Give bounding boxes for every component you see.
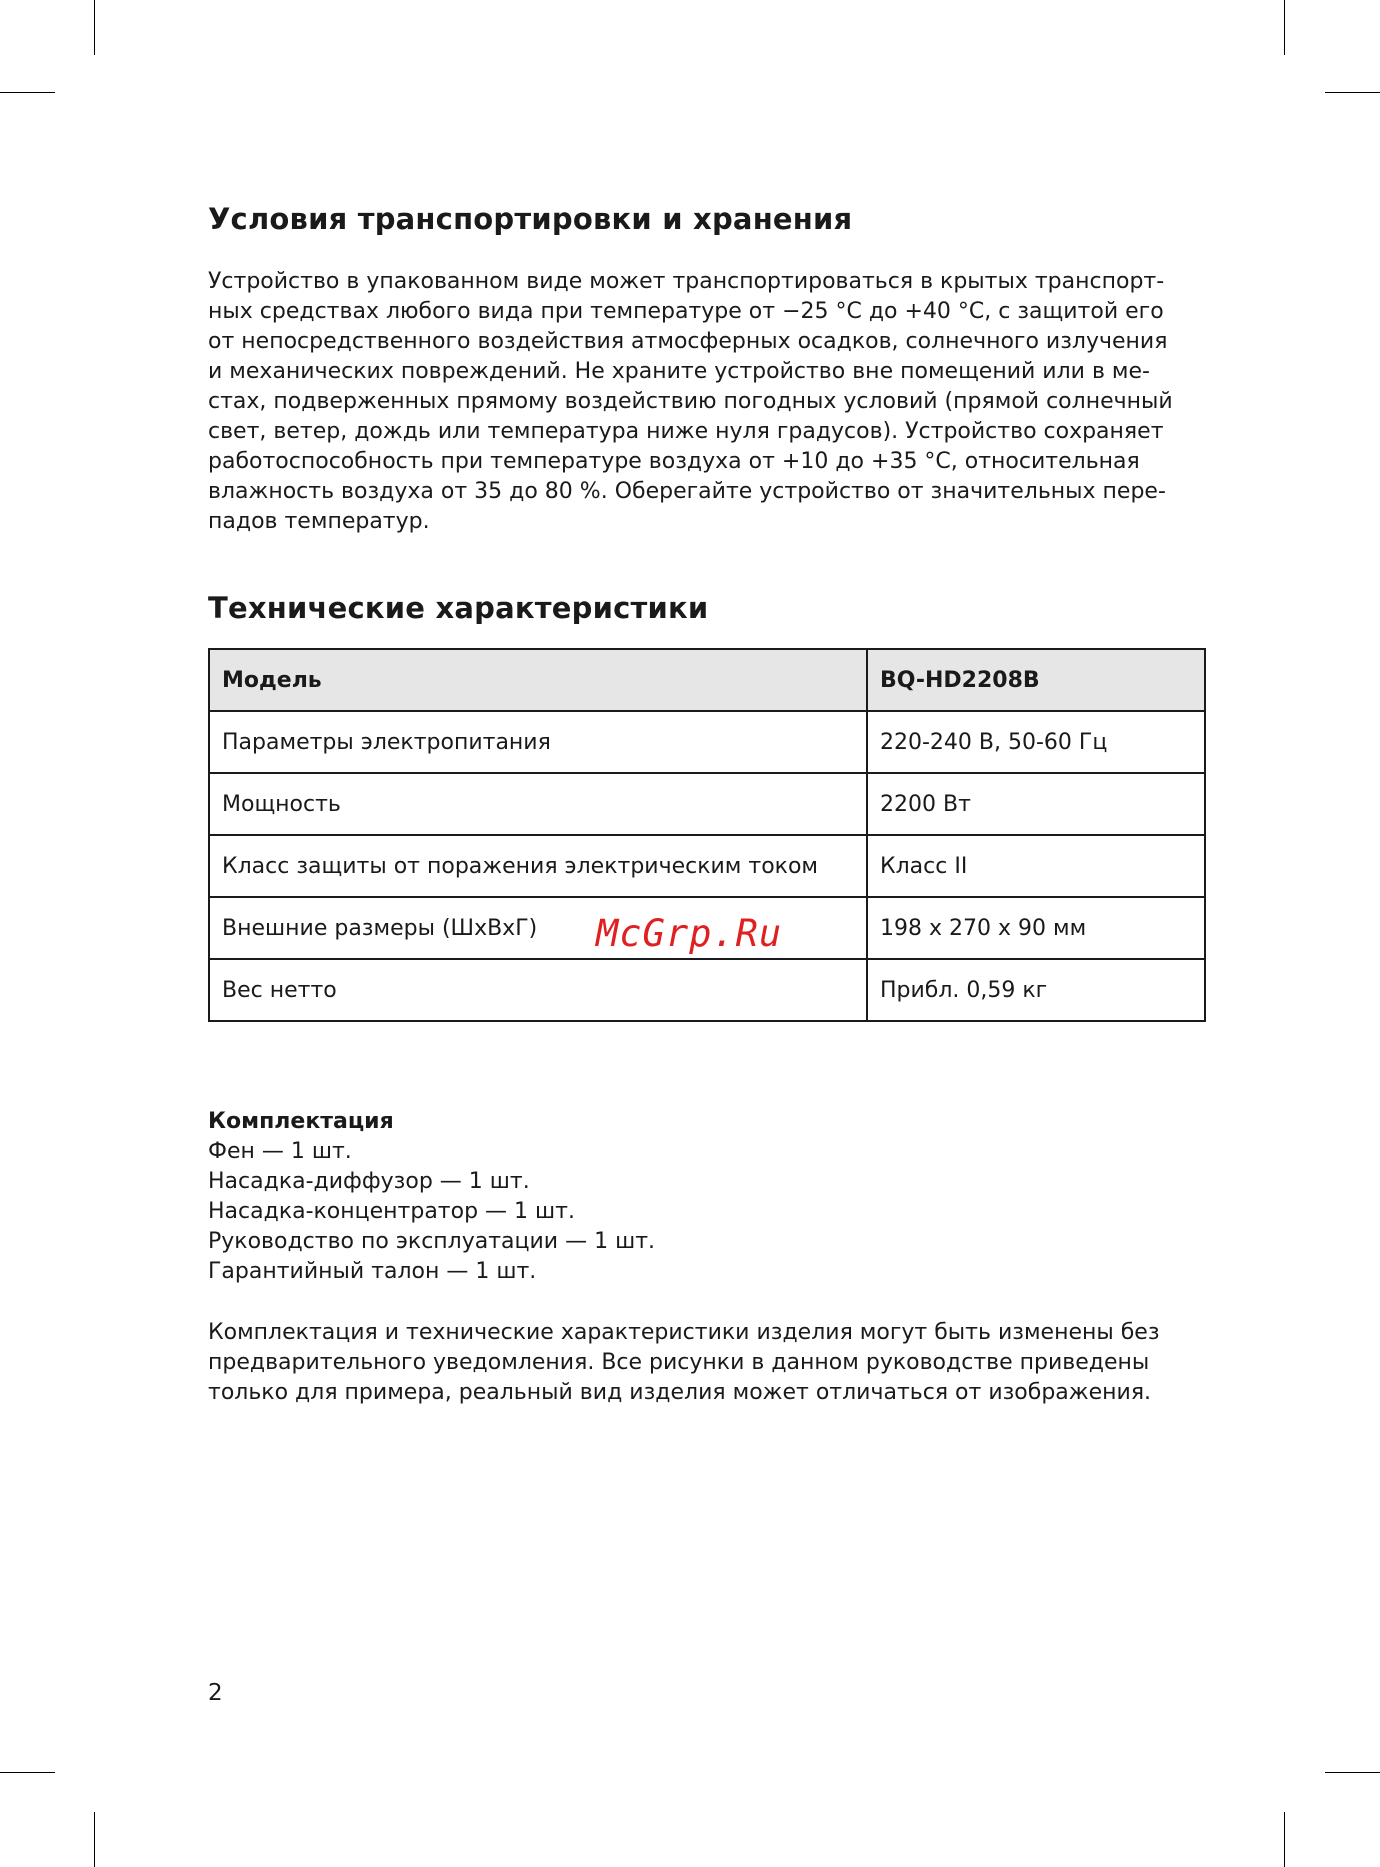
crop-mark [94, 0, 95, 55]
kit-item: Фен — 1 шт. [208, 1139, 352, 1164]
crop-mark [94, 1812, 95, 1867]
disclaimer-line: только для примера, реальный вид изделия может отличаться от изображения. [208, 1380, 1152, 1405]
kit-title: Комплектация [208, 1109, 394, 1134]
table-row [209, 959, 1205, 1021]
crop-mark [0, 1772, 55, 1773]
storage-line: Устройство в упакованном виде может транспортироваться в крытых транспорт- [208, 269, 1165, 294]
table-row [209, 773, 1205, 835]
crop-mark [1325, 92, 1380, 93]
kit-item: Насадка-диффузор — 1 шт. [208, 1169, 530, 1194]
page-number: 2 [208, 1680, 223, 1706]
table-cell: Класс II [867, 835, 1205, 897]
watermark-text: McGrp.Ru [596, 912, 783, 955]
disclaimer-paragraph [208, 1318, 1160, 1408]
storage-line: стах, подверженных прямому воздействию погодных условий (прямой солнечный [208, 389, 1173, 414]
kit-item: Руководство по эксплуатации — 1 шт. [208, 1229, 656, 1254]
table-cell: Параметры электропитания [209, 711, 867, 773]
storage-line: и механических повреждений. Не храните устройство вне помещений или в ме- [208, 359, 1150, 384]
disclaimer-line: Комплектация и технические характеристики изделия могут быть изменены без [208, 1320, 1160, 1345]
storage-line: от непосредственного воздействия атмосферных осадков, солнечного излучения [208, 329, 1168, 354]
table-cell: BQ-HD2208B [867, 649, 1205, 711]
crop-mark [1284, 1812, 1285, 1867]
storage-line: свет, ветер, дождь или температура ниже нуля градусов). Устройство сохраняет [208, 419, 1164, 444]
disclaimer-line: предварительного уведомления. Все рисунки в данном руководстве приведены [208, 1350, 1150, 1375]
storage-title: Условия транспортировки и хранения [208, 202, 853, 236]
crop-mark [1325, 1772, 1380, 1773]
table-cell: Мощность [209, 773, 867, 835]
storage-line: работоспособность при температуре воздуха от +10 до +35 °С, относительная [208, 449, 1140, 474]
table-cell: Вес нетто [209, 959, 867, 1021]
table-row [209, 711, 1205, 773]
storage-line: влажность воздуха от 35 до 80 %. Оберегайте устройство от значительных пере- [208, 479, 1166, 504]
crop-mark [0, 92, 55, 93]
specs-title: Технические характеристики [208, 591, 709, 625]
table-cell: Класс защиты от поражения электрическим током [209, 835, 867, 897]
kit-item: Насадка-концентратор — 1 шт. [208, 1199, 575, 1224]
storage-paragraph [208, 267, 1173, 537]
specs-table [208, 648, 1206, 1022]
table-cell: 2200 Вт [867, 773, 1205, 835]
table-cell: Внешние размеры (ШхВхГ) [209, 897, 867, 959]
table-row [209, 835, 1205, 897]
kit-block [208, 1107, 655, 1287]
table-cell: Прибл. 0,59 кг [867, 959, 1205, 1021]
table-cell: Модель [209, 649, 867, 711]
table-header-row [209, 649, 1205, 711]
kit-item: Гарантийный талон — 1 шт. [208, 1259, 537, 1284]
storage-line: падов температур. [208, 509, 430, 534]
table-cell: 198 х 270 х 90 мм [867, 897, 1205, 959]
table-cell: 220-240 В, 50-60 Гц [867, 711, 1205, 773]
crop-mark [1284, 0, 1285, 55]
storage-line: ных средствах любого вида при температуре от −25 °С до +40 °С, с защитой его [208, 299, 1164, 324]
